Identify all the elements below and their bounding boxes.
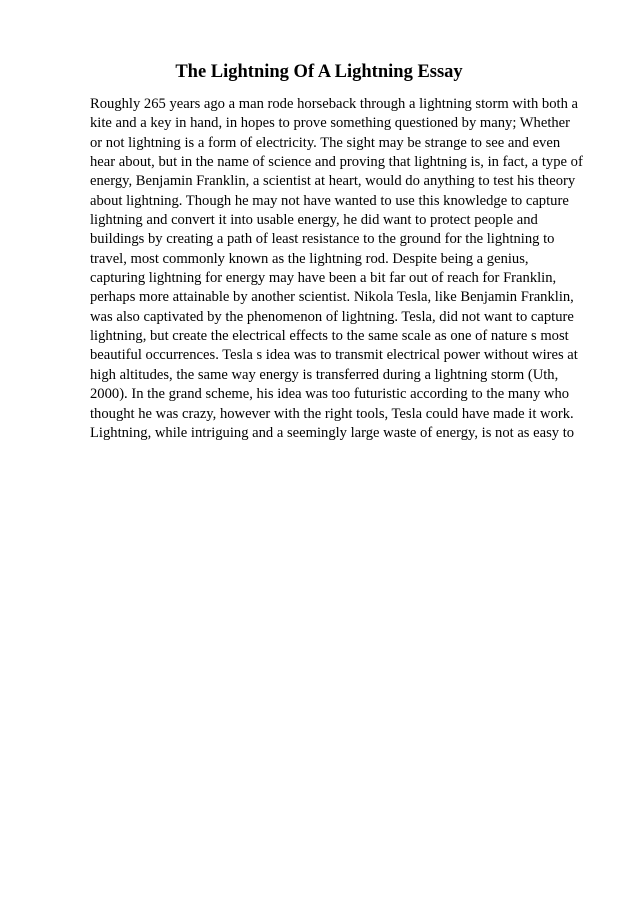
body-line: thought he was crazy, however with the right tools, Tesla could have made it work. — [90, 405, 574, 422]
essay-title: The Lightning Of A Lightning Essay — [175, 62, 463, 82]
body-line: lightning, but create the electrical effects to the same scale as one of nature s most — [90, 328, 569, 345]
body-line: energy, Benjamin Franklin, a scientist at heart, would do anything to test his theory — [90, 173, 576, 190]
body-line: hear about, but in the name of science and proving that lightning is, in fact, a type of — [90, 154, 583, 171]
body-line: buildings by creating a path of least resistance to the ground for the lightning to — [90, 231, 555, 248]
body-line: was also captivated by the phenomenon of lightning. Tesla, did not want to capture — [90, 308, 574, 325]
body-line: high altitudes, the same way energy is transferred during a lightning storm (Uth, — [90, 366, 559, 383]
body-line: Lightning, while intriguing and a seemingly large waste of energy, is not as easy to — [90, 424, 575, 441]
body-line: Roughly 265 years ago a man rode horseback through a lightning storm with both a — [90, 96, 578, 112]
essay-body — [90, 95, 610, 443]
body-line: kite and a key in hand, in hopes to prove something questioned by many; Whether — [90, 115, 571, 132]
body-line: about lightning. Though he may not have wanted to use this knowledge to capture — [90, 192, 569, 209]
body-line: or not lightning is a form of electricity. The sight may be strange to see and even — [90, 134, 561, 151]
body-line: capturing lightning for energy may have been a bit far out of reach for Franklin, — [90, 270, 557, 287]
body-line: perhaps more attainable by another scientist. Nikola Tesla, like Benjamin Franklin, — [90, 289, 574, 306]
body-line: travel, most commonly known as the lightning rod. Despite being a genius, — [90, 250, 529, 267]
body-line: 2000). In the grand scheme, his idea was too futuristic according to the many who — [90, 386, 570, 403]
body-line: lightning and convert it into usable energy, he did want to protect people and — [90, 212, 538, 229]
body-line: beautiful occurrences. Tesla s idea was to transmit electrical power without wires at — [90, 347, 578, 364]
